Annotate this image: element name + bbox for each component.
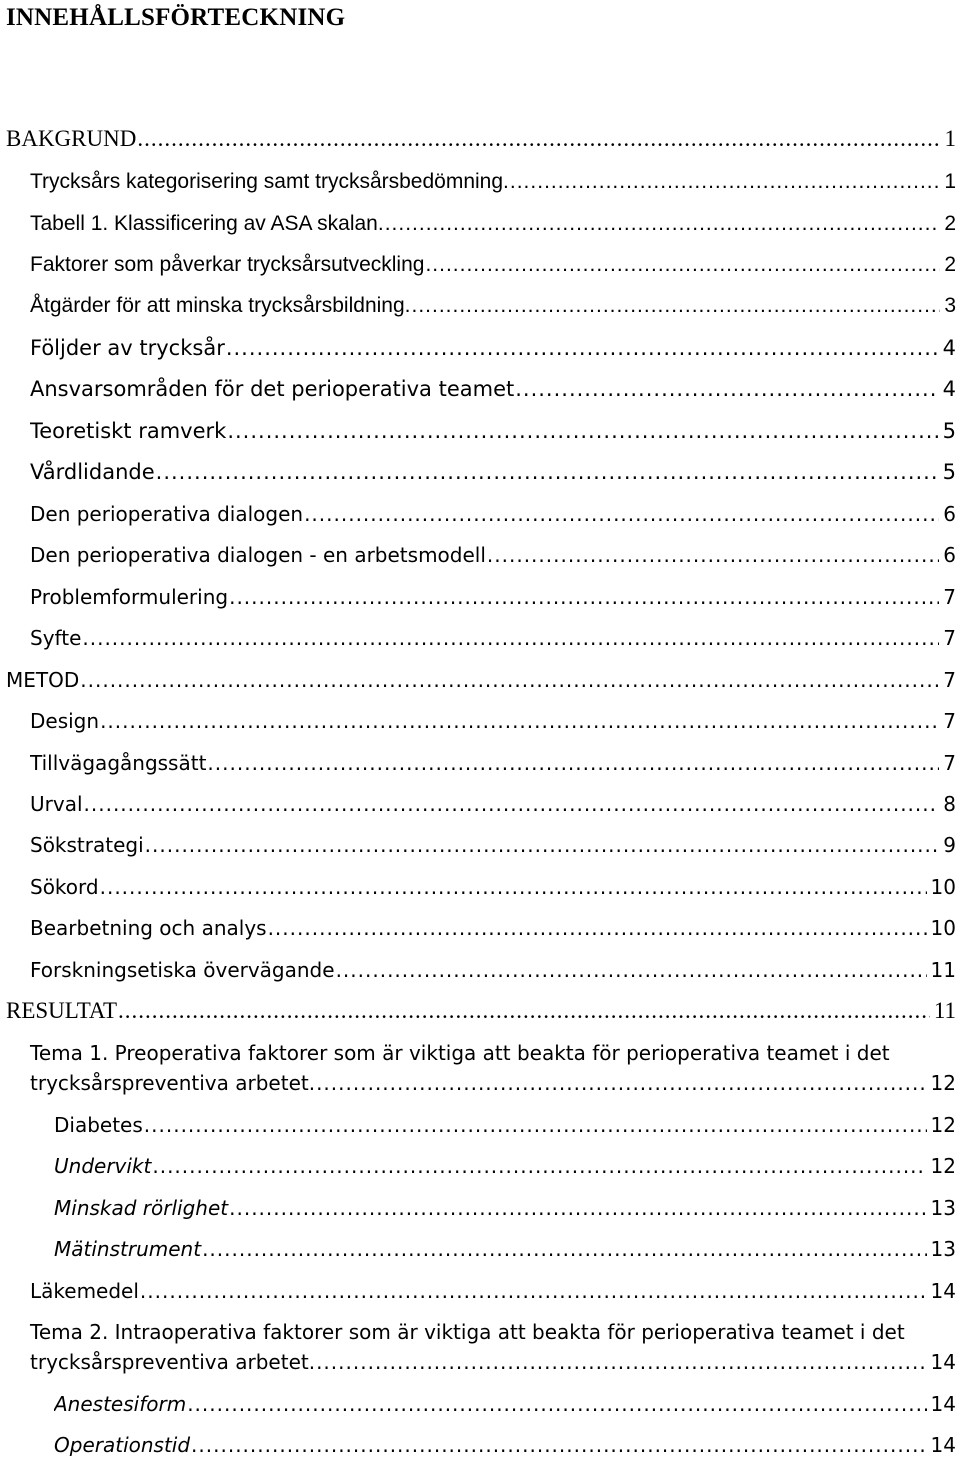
- page-title: INNEHÅLLSFÖRTECKNING: [6, 4, 346, 31]
- toc-entry-label: Den perioperativa dialogen: [30, 502, 304, 526]
- toc-entry-design[interactable]: [30, 706, 956, 736]
- toc-entry-label: METOD: [6, 668, 80, 692]
- toc-entry-label: Sökord: [30, 875, 99, 899]
- toc-entry-line2: [30, 1347, 956, 1377]
- toc-entry-label: Teoretiskt ramverk: [30, 419, 227, 443]
- toc-entry-ansvarsomraden[interactable]: [30, 374, 956, 404]
- toc-entry-syfte[interactable]: [30, 623, 956, 653]
- dot-leader: [201, 1234, 926, 1264]
- toc-entry-label: Diabetes: [54, 1113, 143, 1137]
- toc-entry-label: Mätinstrument: [54, 1237, 202, 1261]
- toc-entry-resultat[interactable]: [6, 996, 956, 1026]
- toc-entry-urval[interactable]: [30, 789, 956, 819]
- toc-entry-label: Faktorer som påverkar trycksårsutveckling: [30, 253, 425, 276]
- toc-entry-label: Forskningsetiska övervägande: [30, 958, 335, 982]
- toc-entry-tillvagagangssatt[interactable]: [30, 748, 956, 778]
- dot-leader: [151, 1151, 926, 1181]
- toc-entry-label: Vårdlidande: [30, 460, 155, 484]
- dot-leader: [315, 1347, 926, 1377]
- toc-entry-page: 12: [930, 1154, 956, 1178]
- toc-entry-forskningsetiska[interactable]: [30, 955, 956, 985]
- toc-entry-problemformulering[interactable]: [30, 582, 956, 612]
- toc-entry-page: 7: [943, 709, 956, 733]
- toc-entry-label: Urval: [30, 792, 83, 816]
- toc-entry-page: 3: [944, 294, 956, 317]
- toc-entry-anestesiform[interactable]: [54, 1389, 956, 1419]
- dot-leader: [303, 499, 939, 529]
- toc-entry-page: 10: [930, 916, 956, 940]
- dot-leader: [228, 582, 939, 612]
- toc-entry-bearbetning[interactable]: [30, 913, 956, 943]
- dot-leader: [81, 623, 939, 653]
- toc-entry-perioperativa-dialogen[interactable]: [30, 499, 956, 529]
- toc-entry-label: RESULTAT: [6, 998, 118, 1023]
- toc-entry-matinstrument[interactable]: [54, 1234, 956, 1264]
- dot-leader: [155, 457, 939, 487]
- toc-entry-tabell-1[interactable]: [30, 209, 956, 239]
- toc-entry-page: 2: [944, 253, 956, 276]
- toc-entry-atgarder[interactable]: [30, 291, 956, 321]
- dot-leader: [228, 1193, 926, 1223]
- toc-entry-page: 14: [930, 1433, 956, 1457]
- toc-entry-line2: [30, 1068, 956, 1098]
- dot-leader: [117, 996, 930, 1026]
- toc-entry-page: 4: [942, 377, 956, 401]
- toc-entry-page: 7: [943, 668, 956, 692]
- toc-entry-label: Åtgärder för att minska trycksårsbildning.: [30, 294, 411, 317]
- toc-entry-page: 14: [930, 1350, 956, 1374]
- toc-entry-page: 12: [930, 1071, 956, 1095]
- toc-entry-page: 2: [944, 212, 956, 235]
- toc-entry-arbetsmodell[interactable]: [30, 540, 956, 570]
- toc-entry-page: 13: [930, 1237, 956, 1261]
- toc-entry-metod[interactable]: [6, 665, 956, 695]
- toc-entry-page: 13: [930, 1196, 956, 1220]
- toc-entry-label-line2: trycksårspreventiva arbetet.: [30, 1071, 316, 1095]
- toc-entry-label: Tabell 1. Klassificering av ASA skalan.: [30, 212, 384, 235]
- toc-entry-label: BAKGRUND: [6, 126, 137, 151]
- toc-entry-page: 11: [930, 958, 956, 982]
- toc-entry-page: 7: [943, 751, 956, 775]
- toc-entry-page: 6: [943, 502, 956, 526]
- toc-entry-sokord[interactable]: [30, 872, 956, 902]
- toc-entry-page: 8: [943, 792, 956, 816]
- dot-leader: [190, 1430, 927, 1460]
- toc-entry-foljder[interactable]: [30, 333, 956, 363]
- dot-leader: [315, 1068, 926, 1098]
- toc-entry-minskad-rorlighet[interactable]: [54, 1193, 956, 1223]
- toc-entry-lakemedel[interactable]: [30, 1276, 956, 1306]
- toc-entry-page: 6: [943, 543, 956, 567]
- toc-entry-page: 14: [930, 1392, 956, 1416]
- dot-leader: [206, 748, 939, 778]
- toc-entry-page: 10: [930, 875, 956, 899]
- toc-entry-page: 7: [943, 626, 956, 650]
- toc-entry-label: Undervikt: [54, 1154, 152, 1178]
- toc-entry-page: 12: [930, 1113, 956, 1137]
- toc-entry-page: 14: [930, 1279, 956, 1303]
- toc-entry-page: 4: [942, 336, 956, 360]
- toc-entry-page: 1: [944, 126, 956, 151]
- toc-entry-label: Den perioperativa dialogen - en arbetsmodell: [30, 543, 486, 567]
- dot-leader: [410, 291, 940, 321]
- toc-entry-label: Problemformulering: [30, 585, 229, 609]
- toc-entry-tema-2[interactable]: [30, 1317, 956, 1377]
- dot-leader: [514, 374, 938, 404]
- dot-leader: [79, 665, 939, 695]
- dot-leader: [267, 913, 927, 943]
- toc-entry-page: 1: [944, 170, 956, 193]
- toc-entry-page: 7: [943, 585, 956, 609]
- toc-entry-sokstrategi[interactable]: [30, 830, 956, 860]
- dot-leader: [139, 1276, 927, 1306]
- dot-leader: [384, 209, 941, 239]
- toc-entry-diabetes[interactable]: [54, 1110, 956, 1140]
- dot-leader: [225, 333, 939, 363]
- dot-leader: [99, 706, 939, 736]
- dot-leader: [144, 830, 940, 860]
- toc-entry-label: Följder av trycksår: [30, 336, 225, 360]
- toc-entry-label: Sökstrategi: [30, 833, 144, 857]
- toc-entry-teoretiskt-ramverk[interactable]: [30, 416, 956, 446]
- toc-entry-label: Operationstid: [54, 1433, 191, 1457]
- dot-leader: [226, 416, 938, 446]
- dot-leader: [486, 540, 939, 570]
- toc-entry-label-line1: Tema 2. Intraoperativa faktorer som är viktiga att beakta för perioperativa teamet i det: [30, 1320, 905, 1344]
- dot-leader: [136, 124, 940, 154]
- toc-entry-vardlidande[interactable]: [30, 457, 956, 487]
- toc-entry-bakgrund[interactable]: [6, 124, 956, 154]
- toc-entry-label-line1: Tema 1. Preoperativa faktorer som är viktiga att beakta för perioperativa teamet i det: [30, 1041, 890, 1065]
- toc-entry-tema-1[interactable]: [30, 1038, 956, 1098]
- toc-entry-label: Design: [30, 709, 100, 733]
- toc-entry-trycksars-kategorisering[interactable]: [30, 167, 956, 197]
- toc-entry-page: 11: [933, 998, 956, 1023]
- toc-entry-undervikt[interactable]: [54, 1151, 956, 1181]
- toc-entry-label: Trycksårs kategorisering samt trycksårsbedömning.: [30, 170, 509, 193]
- dot-leader: [424, 250, 940, 280]
- dot-leader: [335, 955, 927, 985]
- toc-entry-page: 5: [942, 460, 956, 484]
- toc-entry-label: Ansvarsområden för det perioperativa teamet: [30, 377, 515, 401]
- toc-entry-label: Minskad rörlighet: [54, 1196, 229, 1220]
- dot-leader: [143, 1110, 927, 1140]
- toc-entry-label: Tillvägagångssätt: [30, 751, 207, 775]
- toc-entry-label-line2: trycksårspreventiva arbetet.: [30, 1350, 316, 1374]
- toc-entry-page: 9: [943, 833, 956, 857]
- toc-entry-label: Bearbetning och analys: [30, 916, 267, 940]
- toc-entry-page: 5: [942, 419, 956, 443]
- toc-entry-faktorer[interactable]: [30, 250, 956, 280]
- toc-entry-label: Anestesiform: [54, 1392, 187, 1416]
- dot-leader: [509, 167, 940, 197]
- dot-leader: [186, 1389, 926, 1419]
- toc-entry-label: Läkemedel: [30, 1279, 139, 1303]
- dot-leader: [83, 789, 940, 819]
- dot-leader: [99, 872, 927, 902]
- toc-entry-label: Syfte: [30, 626, 82, 650]
- toc-entry-operationstid[interactable]: [54, 1430, 956, 1460]
